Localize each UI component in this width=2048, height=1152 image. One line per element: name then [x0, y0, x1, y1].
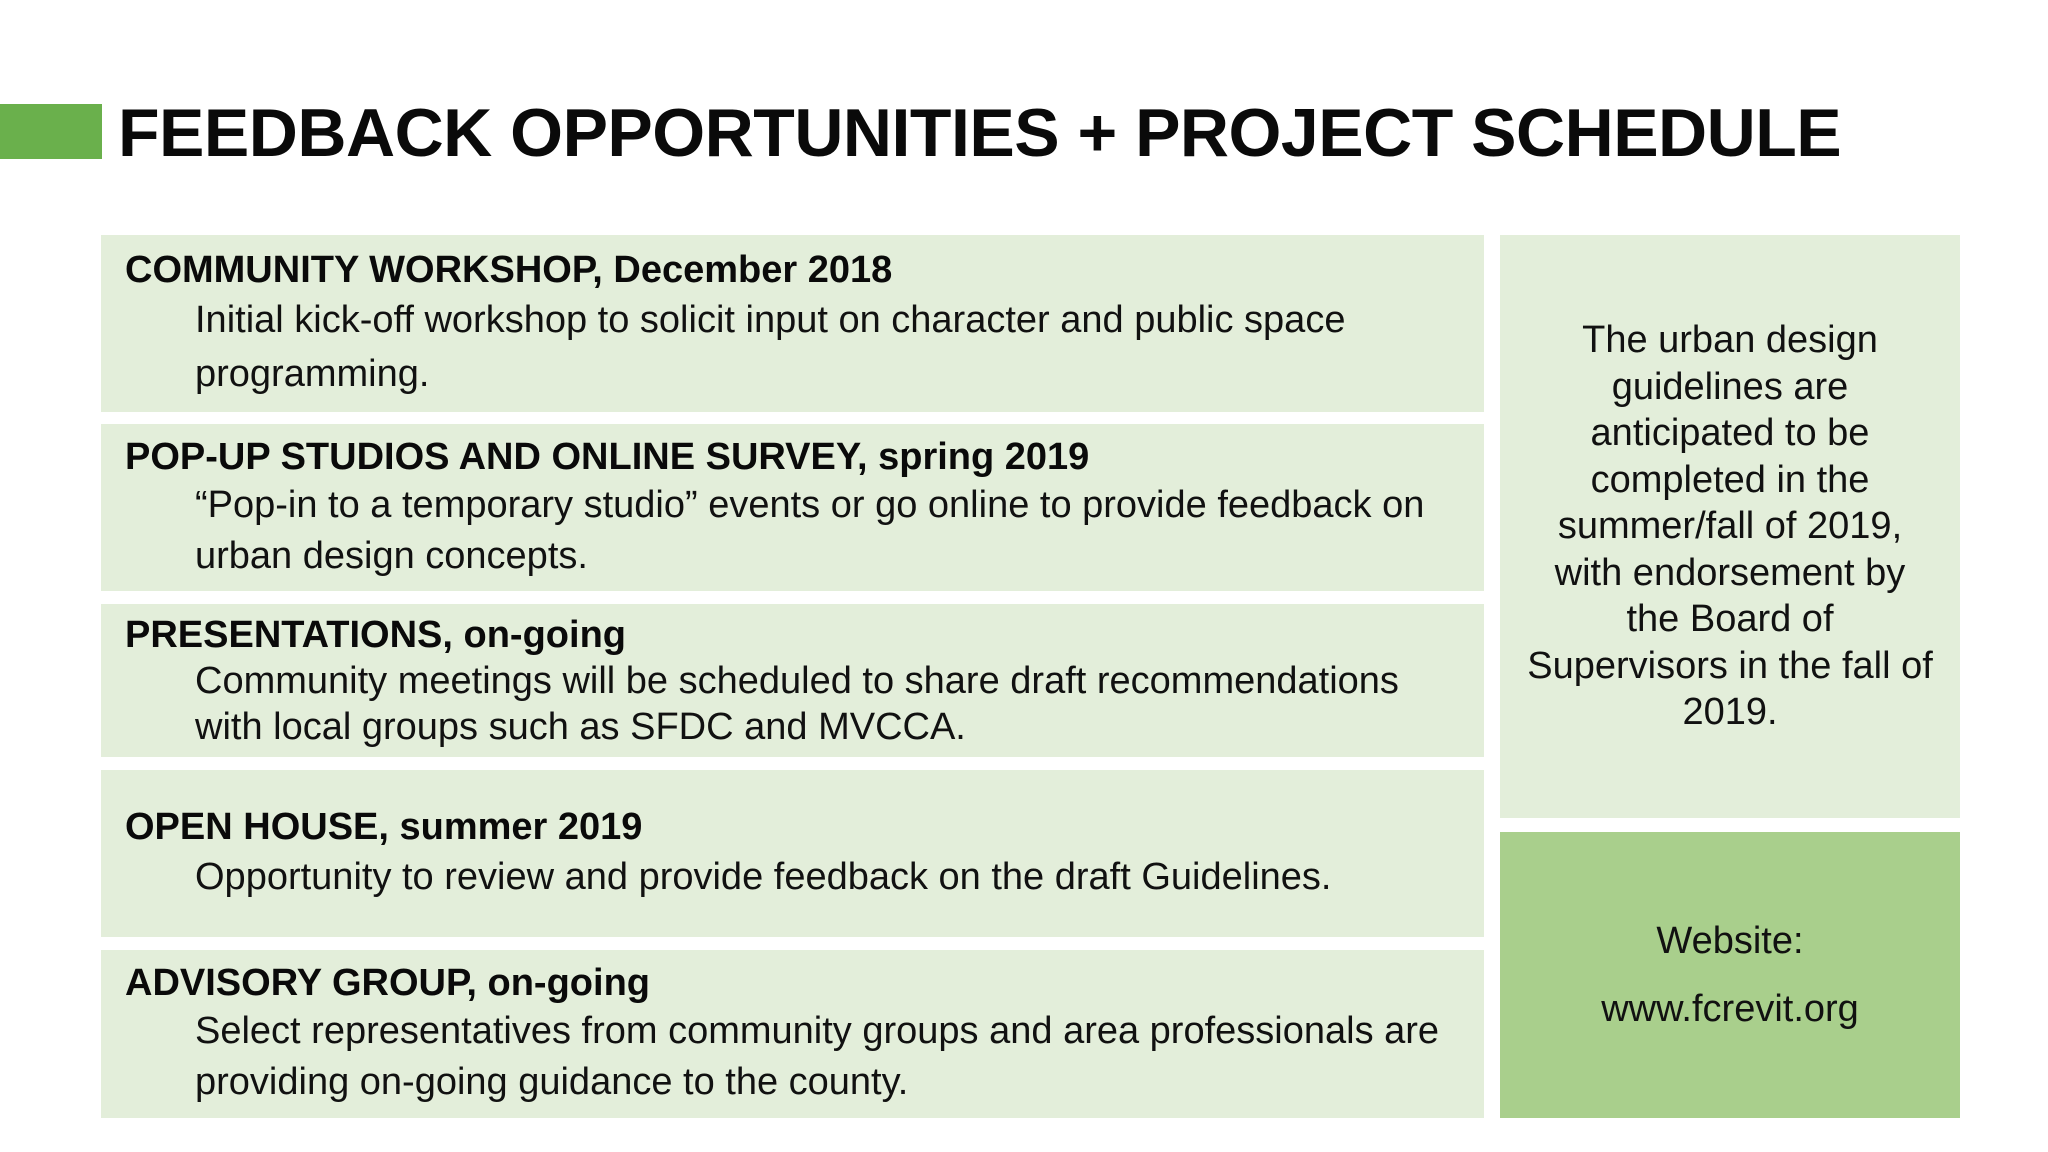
item-description: Opportunity to review and provide feedback on the draft Guidelines.	[195, 855, 1332, 898]
item-description: Initial kick-off workshop to solicit input on character and public space programming.	[195, 298, 1346, 395]
item-description: Community meetings will be scheduled to share draft recommendations with local groups such as SFDC and MVCCA.	[195, 659, 1399, 748]
page-title: FEEDBACK OPPORTUNITIES + PROJECT SCHEDULE	[118, 95, 1842, 171]
item-pop-up-studios	[101, 424, 1484, 591]
item-advisory-group	[101, 950, 1484, 1118]
item-heading: COMMUNITY WORKSHOP, December 2018	[125, 248, 893, 291]
item-heading: PRESENTATIONS, on-going	[125, 613, 626, 656]
website-panel	[1500, 832, 1960, 1118]
schedule-note-text: The urban design guidelines are anticipated to be completed in the summer/fall of 2019, with endorsement by the Board of Supervisors in the fall of 2019.	[1527, 319, 1933, 733]
item-presentations	[101, 604, 1484, 757]
item-open-house	[101, 770, 1484, 937]
schedule-note	[1500, 235, 1960, 818]
item-description: Select representatives from community groups and area professionals are providing on-going guidance to the county.	[195, 1010, 1440, 1103]
website-url: www.fcrevit.org	[1601, 988, 1859, 1030]
item-heading: POP-UP STUDIOS AND ONLINE SURVEY, spring 2019	[125, 435, 1090, 478]
item-description: “Pop-in to a temporary studio” events or go online to provide feedback on urban design concepts.	[195, 483, 1425, 577]
item-heading: OPEN HOUSE, summer 2019	[125, 805, 643, 848]
item-community-workshop	[101, 235, 1484, 412]
item-heading: ADVISORY GROUP, on-going	[125, 962, 650, 1004]
website-label: Website:	[1656, 920, 1804, 962]
title-accent-bar	[0, 104, 102, 159]
